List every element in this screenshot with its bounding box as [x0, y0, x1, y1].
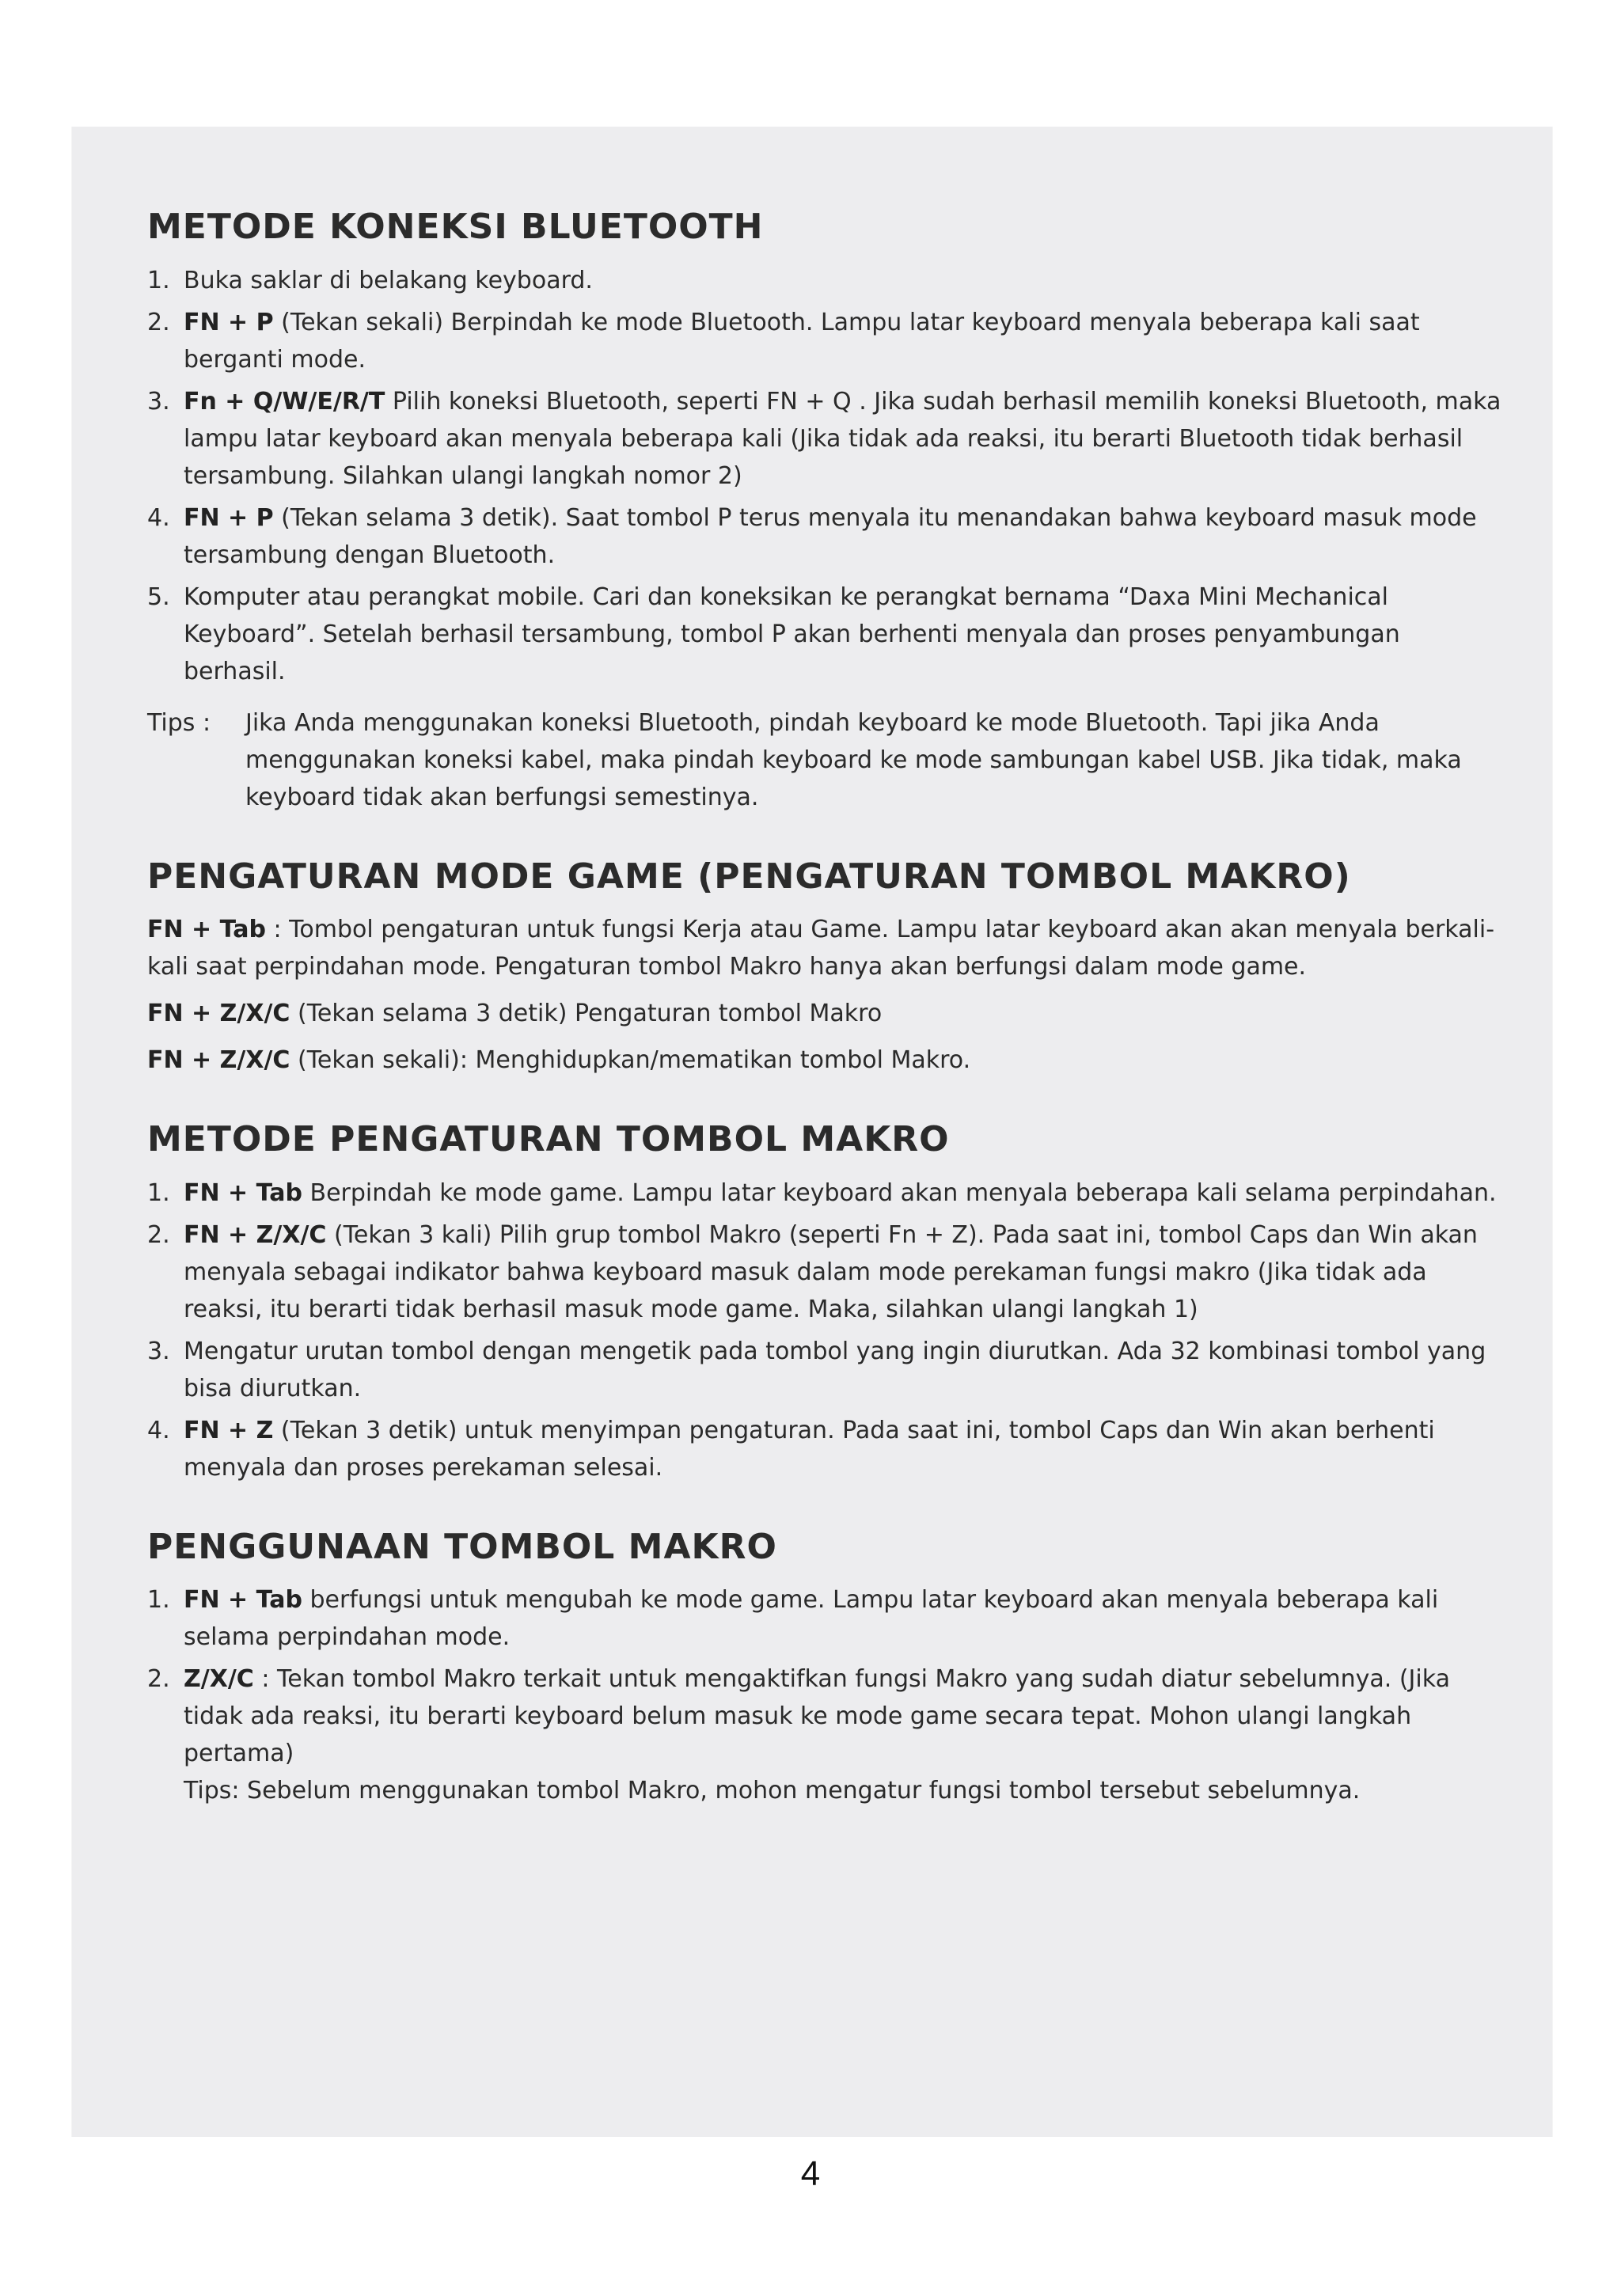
key-combo: FN + Z/X/C: [147, 1046, 290, 1075]
item-number: 4.: [147, 1416, 170, 1444]
list-item: [147, 262, 1509, 299]
item-text: Buka saklar di belakang keyboard.: [184, 266, 593, 294]
key-combo: FN + P: [184, 503, 274, 532]
tips-text: Jika Anda menggunakan koneksi Bluetooth, pindah keyboard ke mode Bluetooth. Tapi jika Anda menggunakan koneksi kabel, maka pindah keyboard ke mode sambungan kabel USB. Jika tidak, maka keyboard tidak akan berfungsi semestinya.: [245, 708, 1462, 811]
item-number: 3.: [147, 387, 170, 416]
key-combo: Fn + Q/W/E/R/T: [184, 387, 385, 416]
section-heading: METODE KONEKSI BLUETOOTH: [147, 207, 764, 247]
item-text: Berpindah ke mode game. Lampu latar keyboard akan menyala beberapa kali selama perpindahan.: [302, 1178, 1497, 1207]
item-text: : Tekan tombol Makro terkait untuk mengaktifkan fungsi Makro yang sudah diatur sebelumnya. (Jika tidak ada reaksi, itu berarti keyboard belum masuk ke mode game secara tepat. Mohon ulangi langkah pertama): [184, 1665, 1450, 1768]
section-macro-setup: [147, 1120, 1509, 1486]
item-number: 2.: [147, 1220, 170, 1249]
item-number: 1.: [147, 1178, 170, 1207]
key-combo: FN + Tab: [184, 1586, 302, 1615]
section-macro-usage: [147, 1528, 1509, 1810]
item-text: (Tekan 3 kali) Pilih grup tombol Makro (seperti Fn + Z). Pada saat ini, tombol Caps dan Win akan menyala sebagai indikator bahwa keyboard masuk dalam mode perekaman fungsi makro (Jika tidak ada reaksi, itu berarti tidak berhasil masuk mode game. Maka, silahkan ulangi langkah 1): [184, 1220, 1478, 1323]
key-combo: FN + Z: [184, 1416, 274, 1444]
paragraph-text: (Tekan sekali): Menghidupkan/mematikan tombol Makro.: [290, 1046, 971, 1075]
item-text: Komputer atau perangkat mobile. Cari dan koneksikan ke perangkat bernama “Daxa Mini Mechanical Keyboard”. Setelah berhasil tersambung, tombol P akan berhenti menyala dan proses penyambungan berhasil.: [184, 583, 1400, 685]
list-item: [147, 383, 1509, 495]
section-heading: PENGGUNAAN TOMBOL MAKRO: [147, 1526, 777, 1567]
key-combo: FN + Z/X/C: [147, 1000, 290, 1028]
section-game-mode: [147, 857, 1509, 1080]
key-combo: FN + Tab: [184, 1178, 302, 1207]
key-combo: FN + Tab: [147, 916, 266, 944]
paragraph-text: (Tekan selama 3 detik) Pengaturan tombol Makro: [290, 1000, 883, 1028]
item-number: 2.: [147, 1665, 170, 1694]
item-text: berfungsi untuk mengubah ke mode game. Lampu latar keyboard akan menyala beberapa kali selama perpindahan mode.: [184, 1586, 1439, 1652]
document-content: [147, 207, 1509, 1850]
item-number: 1.: [147, 1586, 170, 1615]
section-bluetooth: [147, 207, 1509, 816]
list-item: [147, 579, 1509, 690]
key-combo: Z/X/C: [184, 1665, 254, 1694]
paragraph: [147, 911, 1509, 985]
steps-list: [147, 262, 1509, 690]
list-item: [147, 304, 1509, 378]
item-text: Pilih koneksi Bluetooth, seperti FN + Q . Jika sudah berhasil memilih koneksi Bluetooth, maka lampu latar keyboard akan menyala beberapa kali (Jika tidak ada reaksi, itu berarti Bluetooth tidak berhasil tersambung. Silahkan ulangi langkah nomor 2): [184, 387, 1501, 490]
list-item: [147, 1412, 1509, 1486]
item-number: 2.: [147, 308, 170, 336]
list-item: [147, 1333, 1509, 1407]
key-combo: FN + Z/X/C: [184, 1220, 327, 1249]
list-item: [147, 499, 1509, 574]
list-item: [147, 1581, 1509, 1656]
list-item: [147, 1175, 1509, 1212]
list-item: [147, 1660, 1509, 1809]
item-text: (Tekan sekali) Berpindah ke mode Bluetooth. Lampu latar keyboard menyala beberapa kali saat berganti mode.: [184, 308, 1420, 374]
item-tip: Tips: Sebelum menggunakan tombol Makro, mohon mengatur fungsi tombol tersebut sebelumnya.: [184, 1777, 1361, 1805]
section-heading: PENGATURAN MODE GAME (PENGATURAN TOMBOL MAKRO): [147, 856, 1351, 897]
item-number: 3.: [147, 1337, 170, 1365]
steps-list: [147, 1581, 1509, 1809]
section-heading: METODE PENGATURAN TOMBOL MAKRO: [147, 1119, 950, 1160]
tips-label: Tips :: [147, 708, 211, 737]
item-text: (Tekan 3 detik) untuk menyimpan pengaturan. Pada saat ini, tombol Caps dan Win akan berhenti menyala dan proses perekaman selesai.: [184, 1416, 1435, 1482]
tips-note: [147, 704, 1509, 816]
paragraph: [147, 995, 1509, 1032]
steps-list: [147, 1175, 1509, 1486]
page-number: 4: [800, 2154, 821, 2193]
item-number: 4.: [147, 503, 170, 532]
key-combo: FN + P: [184, 308, 274, 336]
item-text: (Tekan selama 3 detik). Saat tombol P terus menyala itu menandakan bahwa keyboard masuk mode tersambung dengan Bluetooth.: [184, 503, 1477, 569]
list-item: [147, 1216, 1509, 1328]
paragraph-text: : Tombol pengaturan untuk fungsi Kerja atau Game. Lampu latar keyboard akan akan menyala berkali-kali saat perpindahan mode. Pengaturan tombol Makro hanya akan berfungsi dalam mode game.: [147, 916, 1495, 981]
item-number: 1.: [147, 266, 170, 294]
item-text: Mengatur urutan tombol dengan mengetik pada tombol yang ingin diurutkan. Ada 32 kombinasi tombol yang bisa diurutkan.: [184, 1337, 1486, 1402]
item-number: 5.: [147, 583, 170, 611]
paragraph: [147, 1042, 1509, 1079]
